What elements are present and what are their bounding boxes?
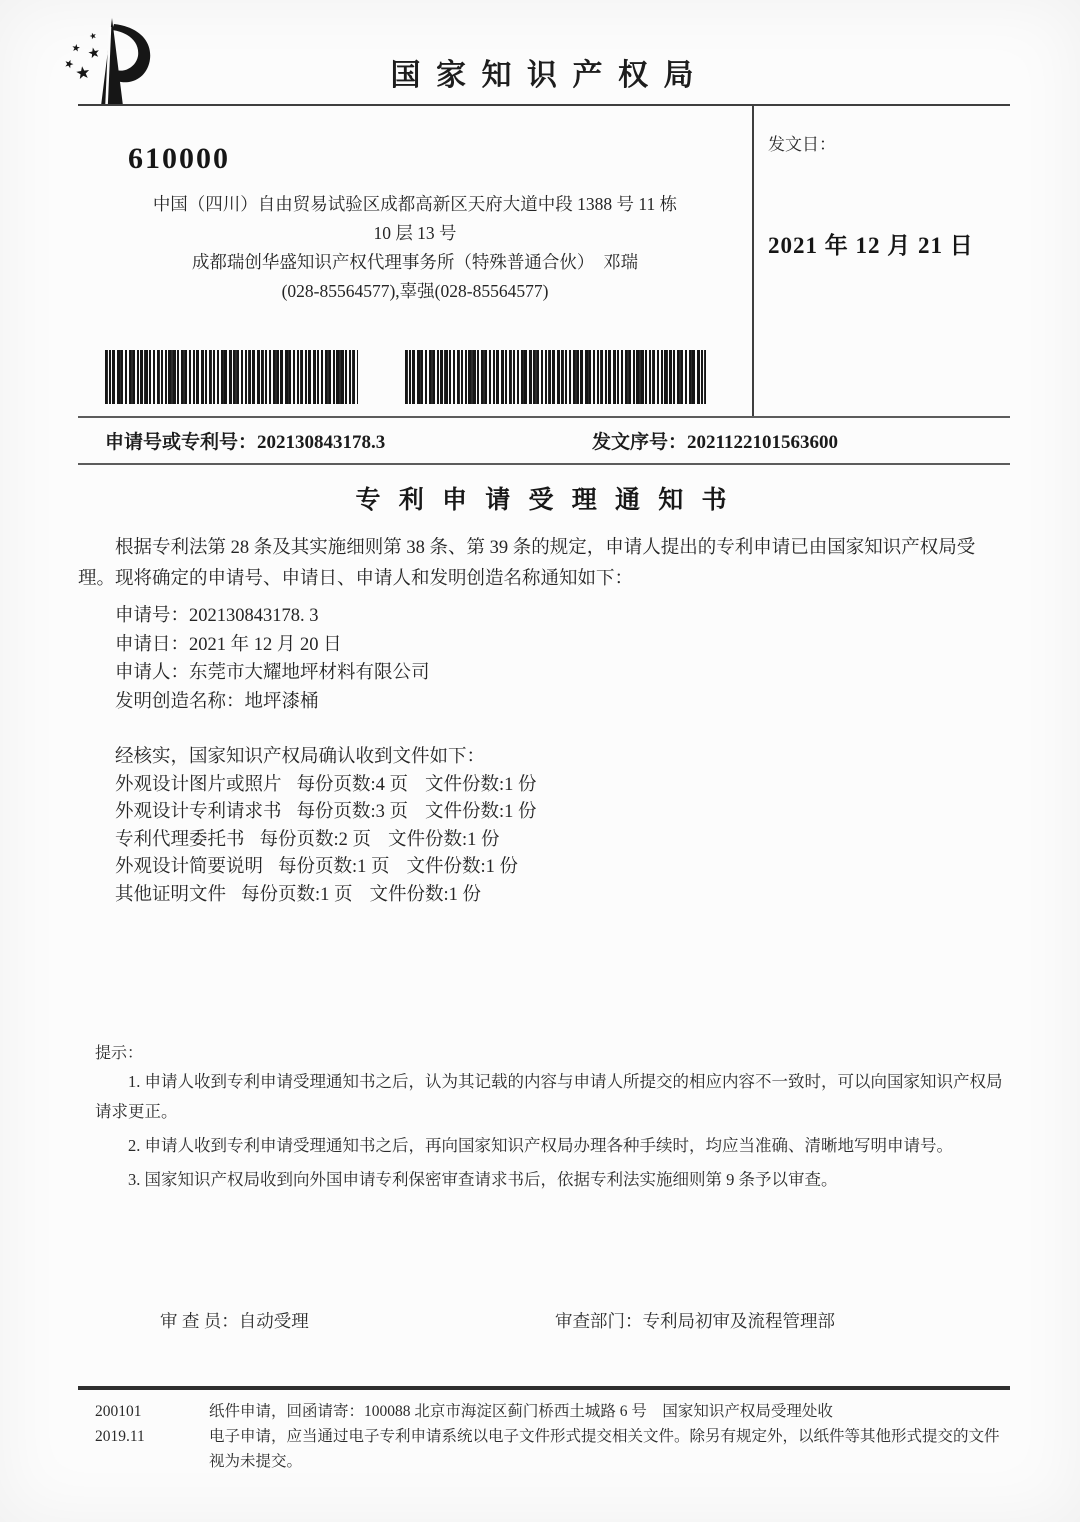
department-value: 专利局初审及流程管理部 [642,1311,835,1331]
footer-notes [78,1399,1010,1474]
document-copies: 文件份数:1 份 [369,884,482,905]
document-row [115,827,1010,855]
document-row [115,854,1010,882]
field-application-number [115,602,1010,631]
tip-item: 3. 国家知识产权局收到向外国申请专利保密审查请求书后，依据专利法实施细则第 9 条予以审查。 [128,1170,838,1189]
footer-form-code: 200101 [95,1403,142,1420]
document-row [115,799,1010,827]
document-pages: 每份页数:1 页 [278,857,390,877]
application-number-value: 202130843178.3 [257,432,386,453]
application-fields [115,602,1010,716]
dispatch-date-label: 发文日： [768,135,836,154]
document-row [115,882,1010,910]
recipient-block [78,106,752,416]
field-label: 申请人： [115,663,190,683]
page-footer [78,1386,1010,1474]
document-name: 外观设计简要说明 [115,857,264,877]
agent-line: 成都瑞创华盛知识产权代理事务所（特殊普通合伙） 邓瑞 [191,252,639,272]
dispatch-date-box [752,106,1010,416]
field-label: 申请号： [115,606,190,626]
document-copies: 文件份数:1 份 [425,802,537,822]
field-value: 2021 年 12 月 20 日 [189,634,342,655]
footer-note-text: 电子申请，应当通过电子专利申请系统以电子文件形式提交相关文件。除另有规定外，以纸件等其他形式提交的文件视为未提交。 [209,1428,1000,1470]
notice-title: 专 利 申 请 受 理 通 知 书 [355,487,733,514]
serial-barcode [405,350,706,404]
dispatch-date-value: 2021 年 12 月 21 日 [768,233,974,258]
reference-number-row [78,416,1010,465]
notice-intro: 根据专利法第 28 条及其实施细则第 38 条、第 39 条的规定，申请人提出的专利申请已由国家知识产权局受理。现将确定的申请号、申请日、申请人和发明创造名称通知如下： [78,538,976,589]
document-pages: 每份页数:4 页 [296,774,409,795]
document-copies: 文件份数:1 份 [388,829,500,850]
document-name: 其他证明文件 [115,884,227,905]
document-pages: 每份页数:1 页 [241,884,353,905]
tips-label: 提示： [95,1045,144,1062]
footer-note-text: 纸件申请，回函请寄：100088 北京市海淀区蓟门桥西土城路 6 号 国家知识产权局受理处收 [209,1403,833,1420]
address-line-2: 10 层 13 号 [373,223,457,243]
tip-item: 1. 申请人收到专利申请受理通知书之后，认为其记载的内容与申请人所提交的相应内容不一致时，可以向国家知识产权局请求更正。 [95,1072,1003,1121]
barcode-row [105,350,752,404]
field-value: 东莞市大耀地坪材料有限公司 [189,663,430,683]
field-invention-name [115,688,1010,717]
examiner-value: 自动受理 [238,1311,309,1331]
document-pages: 每份页数:3 页 [296,802,409,822]
postal-code: 610000 [128,142,230,175]
field-label: 申请日： [115,634,190,655]
document-copies: 文件份数:1 份 [406,857,519,877]
notice-body [78,465,1010,909]
department-group [555,1308,835,1333]
document-name: 外观设计图片或照片 [115,774,282,795]
recipient-address [85,190,745,306]
address-dispatch-section [78,106,1010,416]
serial-number-group [592,427,838,454]
serial-number-label: 发文序号： [592,432,688,453]
footer-divider [78,1386,1010,1390]
examiner-group [160,1311,309,1331]
address-line-1: 中国（四川）自由贸易试验区成都高新区天府大道中段 1388 号 11 栋 [152,194,678,214]
agency-title: 国 家 知 识 产 权 局 [390,59,698,92]
document-name: 外观设计专利请求书 [115,802,282,822]
document-copies: 文件份数:1 份 [425,774,537,795]
signoff-row [78,1308,1010,1333]
field-application-date [115,631,1010,660]
received-documents [115,744,1010,909]
field-value: 202130843178. 3 [189,606,319,626]
received-intro: 经核实，国家知识产权局确认收到文件如下： [115,747,486,767]
field-value: 地坪漆桶 [244,691,319,712]
field-label: 发明创造名称： [115,691,245,712]
document-name: 专利代理委托书 [115,829,245,850]
department-label: 审查部门： [555,1311,643,1331]
document-pages: 每份页数:2 页 [259,829,372,850]
tips-section [95,1040,1007,1195]
footer-form-code: 2019.11 [95,1428,145,1445]
examiner-label: 审 查 员： [160,1311,239,1331]
phone-line: (028-85564577),辜强(028-85564577) [281,281,549,301]
document-row [115,772,1010,800]
field-applicant [115,659,1010,688]
application-number-group [105,427,385,454]
application-barcode [105,350,358,404]
serial-number-value: 2021122101563600 [687,432,838,453]
tip-item: 2. 申请人收到专利申请受理通知书之后，再向国家知识产权局办理各种手续时，均应当准确、清晰地写明申请号。 [128,1136,953,1155]
application-number-label: 申请号或专利号： [105,432,258,453]
